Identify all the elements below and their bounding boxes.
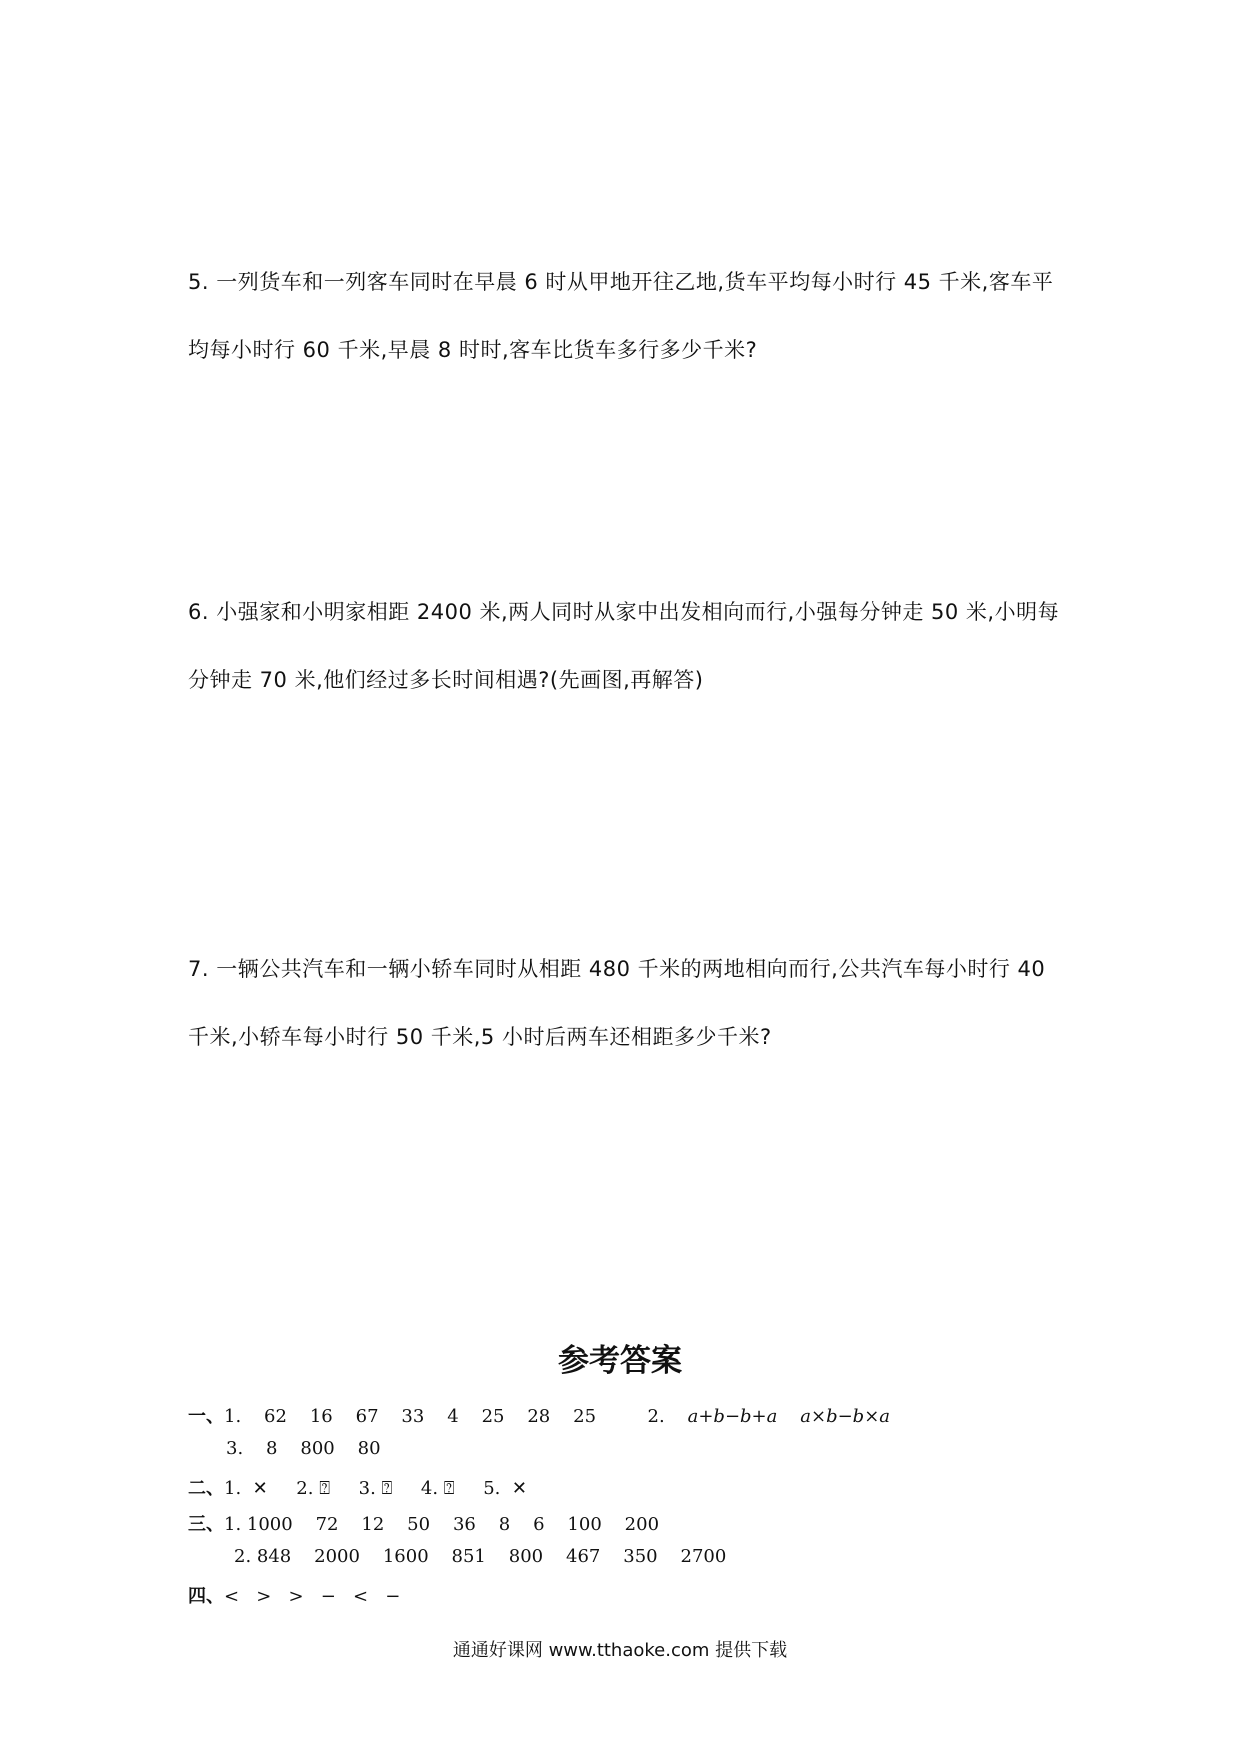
answer-line-3-text: 1. ✕ 2. ⍰ 3. ⍰ 4. ⍰ 5. ✕ xyxy=(224,1478,527,1499)
question-7: 7. 一辆公共汽车和一辆小轿车同时从相距 480 千米的两地相向而行,公共汽车每小时行 40 千米,小轿车每小时行 50 千米,5 小时后两车还相距多少千米? xyxy=(188,957,1046,1049)
section-label-4: 四、 xyxy=(188,1586,224,1607)
answer-line-2: 3. 8 800 80 xyxy=(226,1438,381,1459)
answer-line-3 xyxy=(188,1474,527,1500)
answer-line-1-formula: a+b−b+a a×b−b×a xyxy=(687,1406,891,1427)
answer-key-title: 参考答案 xyxy=(558,1343,682,1379)
question-6: 6. 小强家和小明家相距 2400 米,两人同时从家中出发相向而行,小强每分钟走 50 米,小明每分钟走 70 米,他们经过多长时间相遇?(先画图,再解答) xyxy=(188,600,1060,692)
answer-line-5: 2. 848 2000 1600 851 800 467 350 2700 xyxy=(234,1546,727,1567)
answer-line-4-text: 1. 1000 72 12 50 36 8 6 100 200 xyxy=(224,1514,660,1535)
section-label-1: 一、 xyxy=(188,1406,224,1427)
answer-line-6-text: < > > − < − xyxy=(224,1586,401,1607)
answer-line-1 xyxy=(188,1402,890,1428)
question-5: 5. 一列货车和一列客车同时在早晨 6 时从甲地开往乙地,货车平均每小时行 45 千米,客车平均每小时行 60 千米,早晨 8 时时,客车比货车多行多少千米? xyxy=(188,270,1054,362)
page-footer: 通通好课网 www.tthaoke.com 提供下载 xyxy=(452,1640,788,1661)
answer-line-4 xyxy=(188,1510,659,1536)
section-label-2: 二、 xyxy=(188,1478,224,1499)
answer-line-1-text: 1. 62 16 67 33 4 25 28 25 2. xyxy=(224,1406,688,1427)
answer-line-6 xyxy=(188,1582,400,1608)
section-label-3: 三、 xyxy=(188,1514,224,1535)
